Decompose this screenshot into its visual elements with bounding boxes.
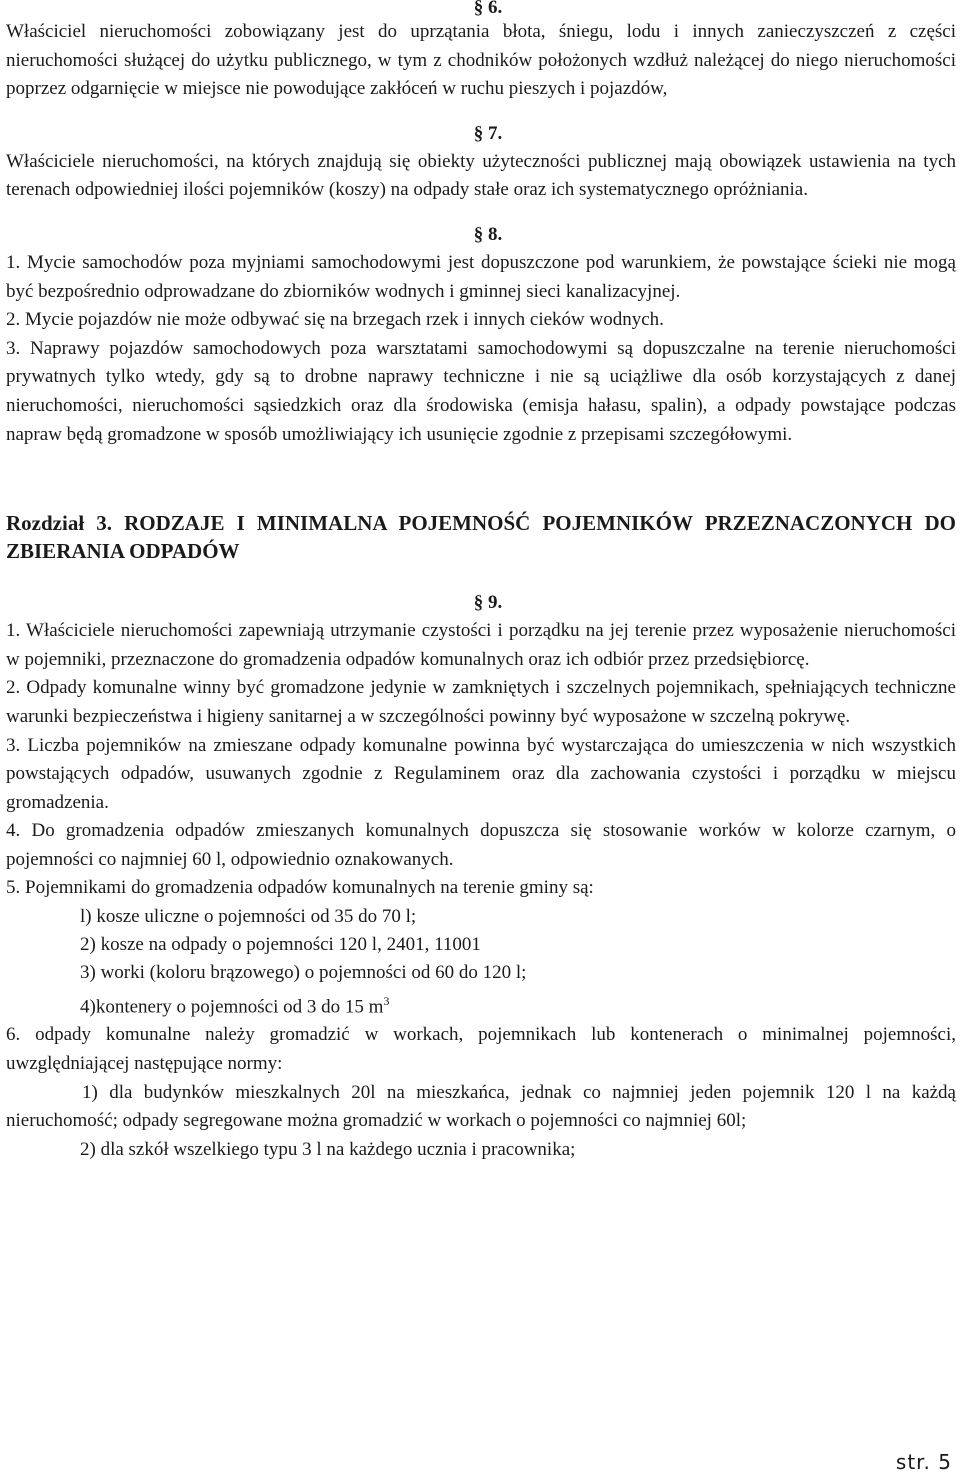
- container-item-2: 2) kosze na odpady o pojemności 120 l, 2401, 11001: [80, 934, 481, 956]
- section-9-heading: § 9.: [473, 592, 503, 614]
- section-8-item-1: 1. Mycie samochodów poza myjniami samochodowymi jest dopuszczone pod warunkiem, że powstające ścieki nie mogą być bezpośrednio odprowadzane do zbiorników wodnych i gminnej sieci kanalizacyjnej.: [6, 251, 956, 302]
- container-item-1: l) kosze uliczne o pojemności od 35 do 70 l;: [80, 906, 417, 928]
- section-8-item-3: 3. Naprawy pojazdów samochodowych poza warsztatami samochodowymi są dopuszczalne na terenie nieruchomości prywatnych tylko wtedy, gdy są to drobne naprawy techniczne i nie są uciążliwe dla osób korzystających z danej nieruchomości, nieruchomości sąsiedzkich oraz dla środowiska (emisja hałasu, spalin), a odpady powstające podczas napraw będą gromadzone w sposób umożliwiający ich usunięcie zgodnie z przepisami szczegółowymi.: [6, 337, 956, 445]
- norm-item-1: 1) dla budynków mieszkalnych 20l na mieszkańca, jednak co najmniej jeden pojemnik 120 l na każdą nieruchomość; odpady segregowane można gromadzić w workach o pojemności co najmniej 60l;: [6, 1081, 956, 1132]
- norm-item-2: 2) dla szkół wszelkiego typu 3 l na każdego ucznia i pracownika;: [80, 1138, 576, 1160]
- section-9-item-3: 3. Liczba pojemników na zmieszane odpady komunalne powinna być wystarczająca do umieszczenia w nich wszystkich powstających odpadów, usuwanych zgodnie z Regulaminem oraz dla zachowania czystości i porządku w miejscu gromadzenia.: [6, 734, 956, 813]
- section-9-item-1: 1. Właściciele nieruchomości zapewniają utrzymanie czystości i porządku na jej terenie przez wyposażenie nieruchomości w pojemniki, przeznaczone do gromadzenia odpadów komunalnych oraz ich odbiór przez przedsiębiorcę.: [6, 620, 956, 670]
- section-9-item-2: 2. Odpady komunalne winny być gromadzone jedynie w zamkniętych i szczelnych pojemnikach, spełniających techniczne warunki bezpieczeństwa i higieny sanitarnej a w szczególności powinny być wyposażone w szczelną pokrywę.: [6, 677, 956, 727]
- section-7-text: Właściciele nieruchomości, na których znajdują się obiekty użyteczności publicznej mają obowiązek ustawienia na tych terenach odpowiedniej ilości pojemników (koszy) na odpady stałe oraz ich systematycznego opróżniania.: [6, 150, 956, 201]
- chapter-3-title: Rozdział 3. RODZAJE I MINIMALNA POJEMNOŚĆ POJEMNIKÓW PRZEZNACZONYCH DO ZBIERANIA ODPADÓW: [6, 511, 956, 564]
- section-7-heading: § 7.: [473, 122, 503, 144]
- container-item-4-text: 4)kontenery o pojemności od 3 do 15 m: [80, 996, 384, 1018]
- container-item-3: 3) worki (koloru brązowego) o pojemności od 60 do 120 l;: [80, 962, 527, 984]
- section-6-text: Właściciel nieruchomości zobowiązany jest do uprzątania błota, śniegu, lodu i innych zanieczyszczeń z części nieruchomości służącej do użytku publicznego, w tym z chodników położonych wzdłuż należącej do niego nieruchomości poprzez odgarnięcie w miejsce nie powodujące zakłóceń w ruchu pieszych i pojazdów,: [6, 21, 956, 100]
- cubic-superscript: 3: [383, 994, 390, 1009]
- section-9-item-4: 4. Do gromadzenia odpadów zmieszanych komunalnych dopuszcza się stosowanie worków w kolorze czarnym, o pojemności co najmniej 60 l, odpowiednio oznakowanych.: [6, 820, 956, 870]
- section-9-item-5: 5. Pojemnikami do gromadzenia odpadów komunalnych na terenie gminy są:: [6, 877, 594, 899]
- section-8-item-2: 2. Mycie pojazdów nie może odbywać się na brzegach rzek i innych cieków wodnych.: [6, 309, 664, 331]
- page-number: str. 5: [895, 1450, 952, 1474]
- section-9-item-6: 6. odpady komunalne należy gromadzić w workach, pojemnikach lub kontenerach o minimalnej pojemności, uwzględniającej następujące normy:: [6, 1024, 956, 1074]
- container-item-4: [6, 987, 956, 1021]
- document-page: [6, 0, 956, 1164]
- section-6-heading: § 6.: [473, 0, 503, 18]
- section-8-heading: § 8.: [473, 223, 503, 245]
